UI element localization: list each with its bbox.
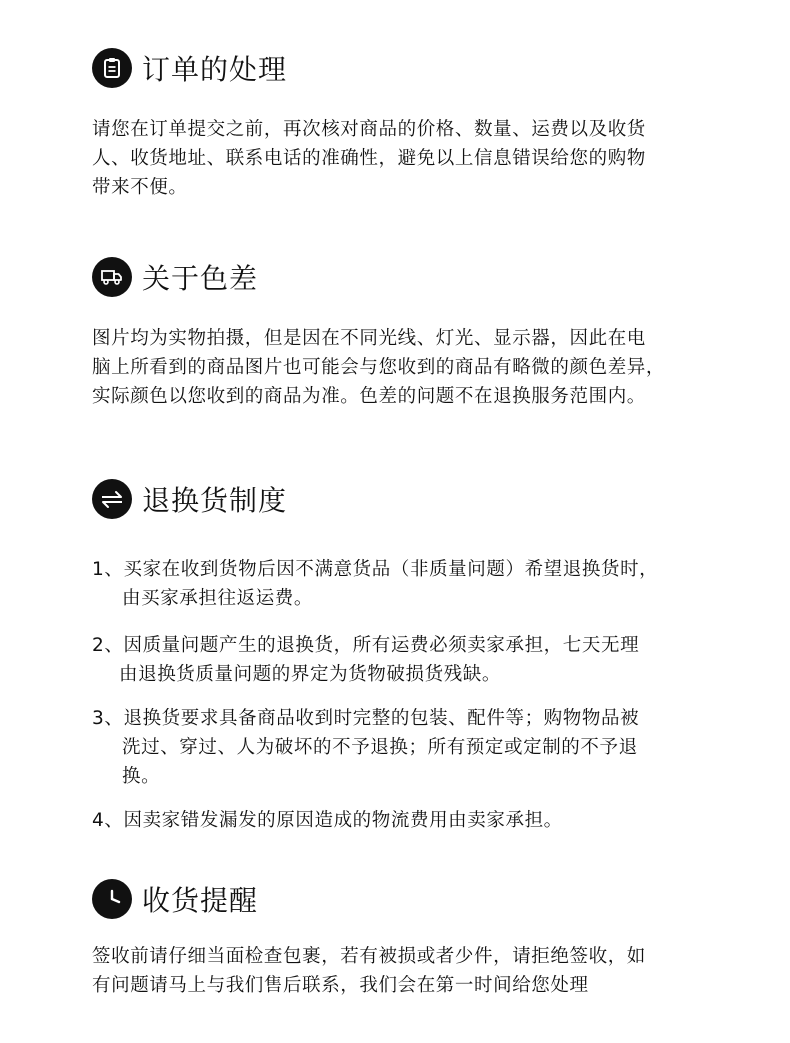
section-heading-receipt <box>92 879 258 919</box>
paragraph-line: 人、收货地址、联系电话的准确性，避免以上信息错误给您的购物 <box>92 148 646 169</box>
rule-text: 因质量问题产生的退换货，所有运费必须卖家承担，七天无理 <box>123 635 640 656</box>
paragraph-line: 带来不便。 <box>92 177 188 198</box>
section-heading-color <box>92 257 258 297</box>
rule-line <box>92 806 732 835</box>
paragraph-line: 脑上所看到的商品图片也可能会与您收到的商品有略微的颜色差异， <box>92 357 666 378</box>
rule-number: 4、 <box>92 810 124 831</box>
rule-number: 3、 <box>92 708 124 729</box>
rule-text: 买家在收到货物后因不满意货品（非质量问题）希望退换货时， <box>123 559 659 580</box>
section-title: 订单的处理 <box>142 53 288 86</box>
rule-line <box>92 631 732 660</box>
receipt-paragraph <box>92 942 712 1000</box>
rule-line: 洗过、穿过、人为破坏的不予退换；所有预定或定制的不予退 <box>122 737 638 758</box>
rule-line <box>92 555 732 584</box>
return-rule-3 <box>92 704 732 791</box>
rule-number: 1、 <box>92 559 124 580</box>
color-paragraph <box>92 324 712 411</box>
return-rule-2 <box>92 631 732 689</box>
clock-icon <box>92 879 132 919</box>
return-rule-1 <box>92 555 732 613</box>
paragraph-line: 签收前请仔细当面检查包裹，若有被损或者少件，请拒绝签收，如 <box>92 946 646 967</box>
rule-text: 退换货要求具备商品收到时完整的包装、配件等；购物物品被 <box>123 708 640 729</box>
order-paragraph <box>92 115 712 202</box>
section-heading-returns <box>92 479 287 519</box>
exchange-arrows-icon <box>92 479 132 519</box>
section-heading-order <box>92 48 287 88</box>
rule-line <box>92 704 732 733</box>
paragraph-line: 图片均为实物拍摄，但是因在不同光线、灯光、显示器，因此在电 <box>92 328 646 349</box>
clipboard-icon <box>92 48 132 88</box>
section-title: 关于色差 <box>142 262 259 295</box>
section-title: 收货提醒 <box>142 884 259 917</box>
rule-number: 2、 <box>92 635 124 656</box>
paragraph-line: 有问题请马上与我们售后联系，我们会在第一时间给您处理 <box>92 975 589 996</box>
paragraph-line: 实际颜色以您收到的商品为准。色差的问题不在退换服务范围内。 <box>92 386 646 407</box>
truck-icon <box>92 257 132 297</box>
paragraph-line: 请您在订单提交之前，再次核对商品的价格、数量、运费以及收货 <box>92 119 646 140</box>
return-rule-4 <box>92 806 732 835</box>
rule-line: 由退换货质量问题的界定为货物破损货残缺。 <box>119 664 502 685</box>
rule-text: 因卖家错发漏发的原因造成的物流费用由卖家承担。 <box>123 810 563 831</box>
rule-line: 由买家承担往返运费。 <box>122 588 314 609</box>
rule-line: 换。 <box>122 766 161 787</box>
section-title: 退换货制度 <box>142 484 288 517</box>
